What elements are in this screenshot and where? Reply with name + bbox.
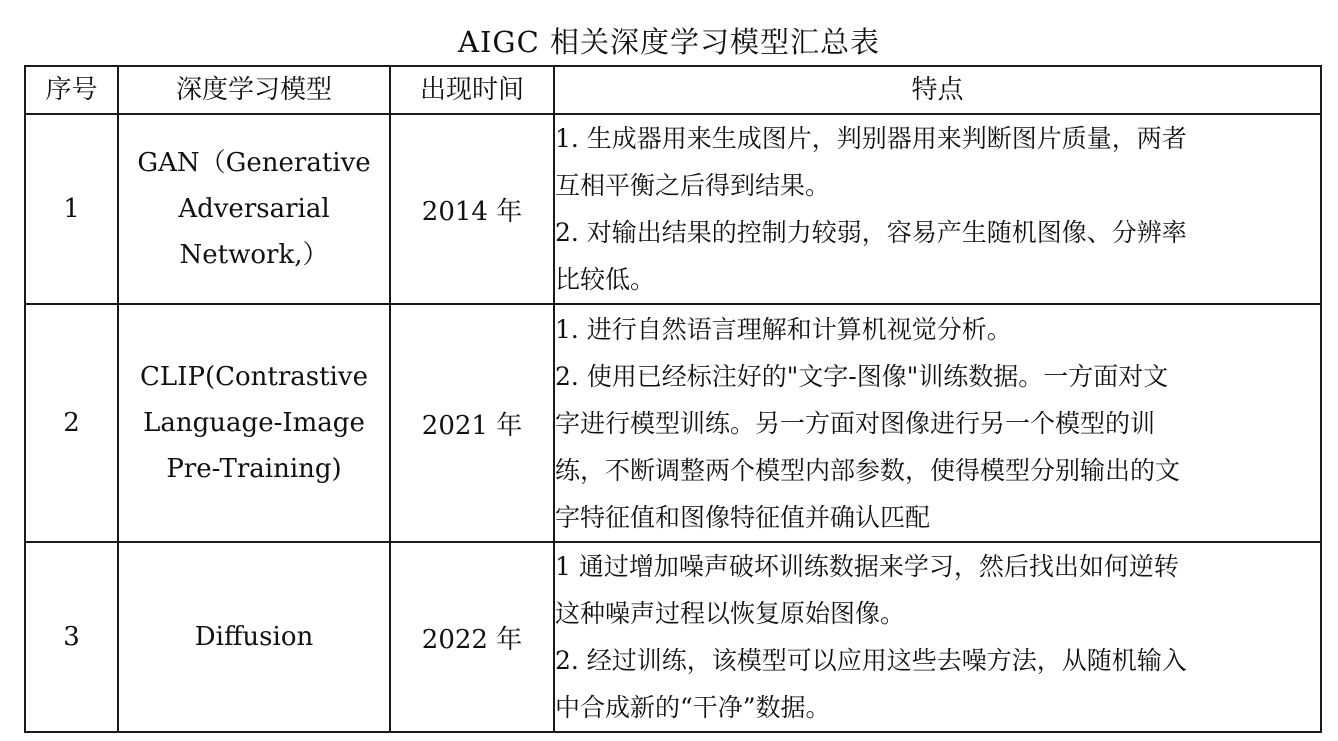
row-year: 2021 年	[390, 304, 554, 542]
model-line: Adversarial	[178, 194, 330, 224]
table-row	[25, 114, 1321, 304]
feature-line: 比较低。	[555, 265, 656, 294]
feature-line: 练，不断调整两个模型内部参数，使得模型分别输出的文	[555, 455, 1181, 485]
model-line: GAN（Generative	[137, 148, 371, 178]
feature-line: 互相平衡之后得到结果。	[555, 171, 831, 200]
feature-line: 字特征值和图像特征值并确认匹配	[555, 502, 931, 532]
row-features	[554, 114, 1321, 304]
feature-line: 1. 生成器用来生成图片，判别器用来判断图片质量，两者	[555, 124, 1187, 153]
row-model	[118, 304, 390, 542]
model-line: Diffusion	[194, 622, 314, 652]
row-index: 2	[25, 304, 118, 542]
feature-line: 字进行模型训练。另一方面对图像进行另一个模型的训	[555, 408, 1156, 438]
model-line: Network,）	[179, 240, 329, 270]
row-features	[554, 304, 1321, 542]
feature-line: 中合成新的“干净”数据。	[555, 693, 831, 722]
header-row	[25, 66, 1321, 114]
header-year: 出现时间	[390, 66, 554, 114]
table-row	[25, 304, 1321, 542]
table-title: AIGC 相关深度学习模型汇总表	[458, 25, 880, 59]
feature-line: 2. 对输出结果的控制力较弱，容易产生随机图像、分辨率	[555, 218, 1187, 247]
header-model: 深度学习模型	[118, 66, 390, 114]
row-index: 3	[25, 542, 118, 732]
row-year: 2022 年	[390, 542, 554, 732]
feature-line: 这种噪声过程以恢复原始图像。	[555, 599, 906, 628]
row-model	[118, 542, 390, 732]
model-line: Language-Image	[143, 408, 365, 438]
model-line: CLIP(Contrastive	[140, 362, 368, 392]
feature-line: 2. 经过训练，该模型可以应用这些去噪方法，从随机输入	[555, 646, 1187, 675]
model-summary-table	[24, 65, 1322, 733]
row-year: 2014 年	[390, 114, 554, 304]
row-index: 1	[25, 114, 118, 304]
model-line: Pre-Training)	[166, 454, 342, 484]
row-model	[118, 114, 390, 304]
header-features: 特点	[554, 66, 1321, 114]
feature-line: 1. 进行自然语言理解和计算机视觉分析。	[555, 314, 1012, 344]
header-index: 序号	[25, 66, 118, 114]
feature-line: 2. 使用已经标注好的"文字-图像"训练数据。一方面对文	[555, 361, 1169, 391]
feature-line: 1 通过增加噪声破坏训练数据来学习，然后找出如何逆转	[555, 552, 1179, 581]
row-features	[554, 542, 1321, 732]
table-row	[25, 542, 1321, 732]
